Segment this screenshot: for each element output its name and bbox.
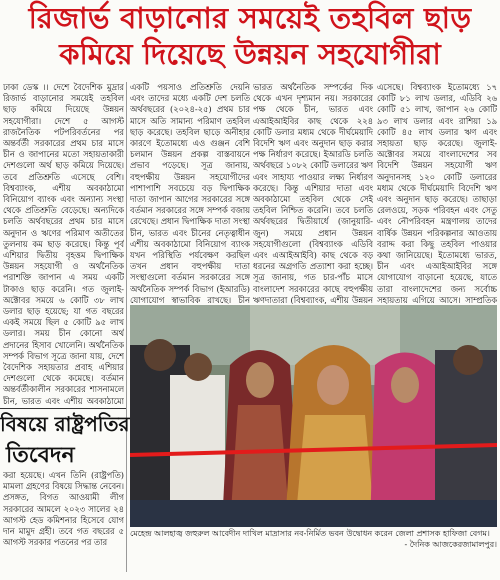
- photo-caption: [130, 528, 497, 574]
- side-heading-line-1: বিষয়ে রাষ্ট্রপতির: [0, 412, 130, 436]
- photo-illustration: [130, 305, 497, 527]
- article-column-4: এসেছে। বিশ্বব্যাংক ইতোমধ্যে ১৭ কোটি ৮১ লাখ ডলার, এডিবি ২৬ কোটি ৫১ লাখ, জাপান ২৬ কোটি ৯৩ লাখ ডলার এবং রাশিয়া ১৯ কোটি ৪৫ লাখ ডলার ঋণ এবং সহায়তা ছাড় করেছে। জুলাই-অক্টোবর সময়ে বাংলাদেশের সব বিদেশি উন্নয়ন সহযোগী ঋণ অনুদানসহ ১২০ কোটি ডলারের মধ্যম থেকে দীর্ঘমেয়াদি বিদেশি ঋণ এবং অনুদান ছাড় করেছে। তাছাড়া রেলওয়ে, সড়ক পরিবহন এবং সেতু এবং নৌপরিবহন মন্ত্রণালয় তাদের বার্ষিক উন্নয়ন পরিকল্পনার আওতায় বরাদ্দ করা কিছু তহবিল পাওয়ার কথা জানিয়েছে। ইতোমধ্যে ভারত, চীন এবং এআইআইবির সঙ্গে যোগাযোগ বাড়ানো হয়েছে, যাতে তারা বাংলাদেশের জন্য সর্বোচ্চ সহায়তায় এগিয়ে আসে। সাম্প্রতিক: [377, 82, 497, 304]
- caption-credit: - দৈনিক আজকেরজামালপুর।: [404, 540, 497, 549]
- section-divider: [0, 408, 126, 409]
- article-column-1: ঢাকা ডেস্ক ।। দেশে বৈদেশিক মুদ্রার রিজার্ভ বাড়ানোর সময়েই তহবিল ছাড় কমিয়ে দিয়েছে উন্নয়ন সহযোগীরা। দেশে ৫ আগস্ট রাজনৈতিক পটপরিবর্তনের পর অন্তর্বর্তী সরকারের প্রথম চার মাসে চীন ও জাপানের মতো সহায়তাকারী দেশগুলো অর্থ ছাড় কমিয়ে দিয়েছে। তবে প্রতিশ্রুতি এসেছে বেশি। বিশ্বব্যাংক, এশীয় অবকাঠামো বিনিয়োগ ব্যাংক এবং অন্যান্য সংস্থা থেকে প্রতিশ্রুতি বেড়েছে। অন্যদিকে চলতি অর্থবছরের প্রথম চার মাসে অনুদান ও ঋণের পরিমাণ অতীতের তুলনায় কম ছাড় করেছে। কিন্তু পূর্ব এশিয়ার দ্বিতীয় বৃহত্তম দ্বিপাক্ষিক উন্নয়ন সহযোগী ও অর্থনৈতিক পরাশক্তি জাপান এ সময় একটি টাকাও ছাড় করেনি। গত জুলাই-অক্টোবর সময়ে ৬ কোটি ৩৮ লাখ ডলার ছাড় হয়েছে; যা গত বছরের একই সময়ে ছিল ৫ কোটি ৯৫ লাখ ডলার। সময় চীন কোনো অর্থ প্রদানের হিসাব খোলেনি। অর্থনৈতিক সম্পর্ক বিভাগ সূত্রে জানা যায়, দেশে বৈদেশিক সহায়তার প্রবাহ এশিয়ার দেশগুলো থেকে কমেছে। বর্তমান অন্তর্বর্তীকালীন সরকারের শাসনামলে চীন, ভারত এবং এশীয় অবকাঠামো: [3, 82, 124, 406]
- caption-text: মেহেন্দ্র আলহাজ্ব জহুরুল আবেদীন দাখিল মাদ্রাসার নব-নির্মিত ভবন উদ্বোধন করেন জেলা প্রশাসক হাফিজা বেগম।: [130, 529, 490, 538]
- side-article-heading: [0, 410, 128, 470]
- side-heading-line-2: তিবেদন: [6, 443, 75, 468]
- headline-line-2: কমিয়ে দিয়েছে উন্নয়ন সহযোগীরা: [59, 37, 441, 71]
- article-column-3: ভারত অর্থনৈতিক সম্পর্কের দিক থেকে এখন দৃশ্যমান নয়। সরকারের পক্ষ থেকে চীন, ভারত এবং এআইআইবির কাছ থেকে ২২৪ কোটি ডলার মধ্যম থেকে দীর্ঘমেয়াদি বিদেশি ঋণ এবং অনুদান ছাড় করার পক্ষ নির্ধারণ করেছে। ইআরডি চলতি অর্থবছরে ১০৮২ কোটি ডলারের ঋণ এবং সাহায্য পাওয়ার লক্ষ্য নির্ধারণ করেছে। কিন্তু এশিয়ার দাতা এবং অবকাঠামো তহবিল থেকে সেই তহবিল নিশ্চিত করেনি। তবে চলতি অর্থবছরের দ্বিতীয়ার্ধে (জানুয়ারি-জুন) সময়ে প্রধান উন্নয়ন সহযোগীগুলো (বিশ্বব্যাংক এডিবি এবং এআইআইবি) কাছ থেকে বড় ধরনের অগ্রগতি প্রত্যাশা করা হচ্ছে। সূত্র জানায়, গত চার-পাঁচ মাসে বাংলাদেশ সরকারের কাছে বহুপক্ষীয় ঋণদাতারা (বিশ্বব্যাংক, এশীয় উন্নয়ন: [253, 82, 373, 304]
- headline-line-1: রিজার্ভ বাড়ানোর সময়েই তহবিল ছাড়: [28, 1, 472, 35]
- event-photo: [130, 305, 497, 527]
- side-article-body: করা হয়েছে। এখন তিনি (রাষ্ট্রপতি) মামলা গ্রহণের বিষয়ে সিদ্ধান্ত নেবেন। প্রসঙ্গত, বিগত আওয়ামী লীগ সরকারের আমলে ২০২৩ সালের ২৪ আগস্ট হেড কমিশনার হিসেবে যোগ দান মামুদ গ্রহী। তবে গত বছরের ৫ আগস্ট সরকার পতনের পর তার: [3, 470, 124, 548]
- article-column-2: একটি পয়সাও প্রতিশ্রুতি দেয়নি এবং তাদের মধ্যে একটি দেশ চলতি অর্থবছরের (২০২৪-২৫) প্রথম চার মাসে অতি সামান্য পরিমাণ তহবিল ছাড় করেছে। তহবিল ছাড়ে অনীহার কারণে ইতোমধ্যে এও গুঞ্জন বেশি চলমান উন্নয়ন প্রকল্প বাস্তবায়নে প্রভাব পড়েছে। সূত্র জানায়, বহুপক্ষীয় উন্নয়ন সহযোগীদের পাশাপাশি সবচেয়ে বড় দ্বিপাক্ষিক দাতা জাপান আগের সরকারের সঙ্গে বর্তমান সরকারের সঙ্গে সম্পর্ক বজায় রেখেছে। প্রধান দ্বিপাক্ষিক দাতা সংস্থা চীন, ভারত এবং চীনের নেতৃত্বাধীন এশীয় অবকাঠামো বিনিয়োগ ব্যাংক যখন পরিস্থিতি পর্যবেক্ষণ করছিল তখন প্রধান বহুপক্ষীয় দাতা সংস্থাগুলো বর্তমান সরকারের সঙ্গে অর্থনৈতিক সম্পর্ক বিভাগ (ইআরডি) যোগাযোগ স্বাভাবিক রাখছে। চীন: [130, 82, 250, 304]
- column-divider: [126, 82, 127, 572]
